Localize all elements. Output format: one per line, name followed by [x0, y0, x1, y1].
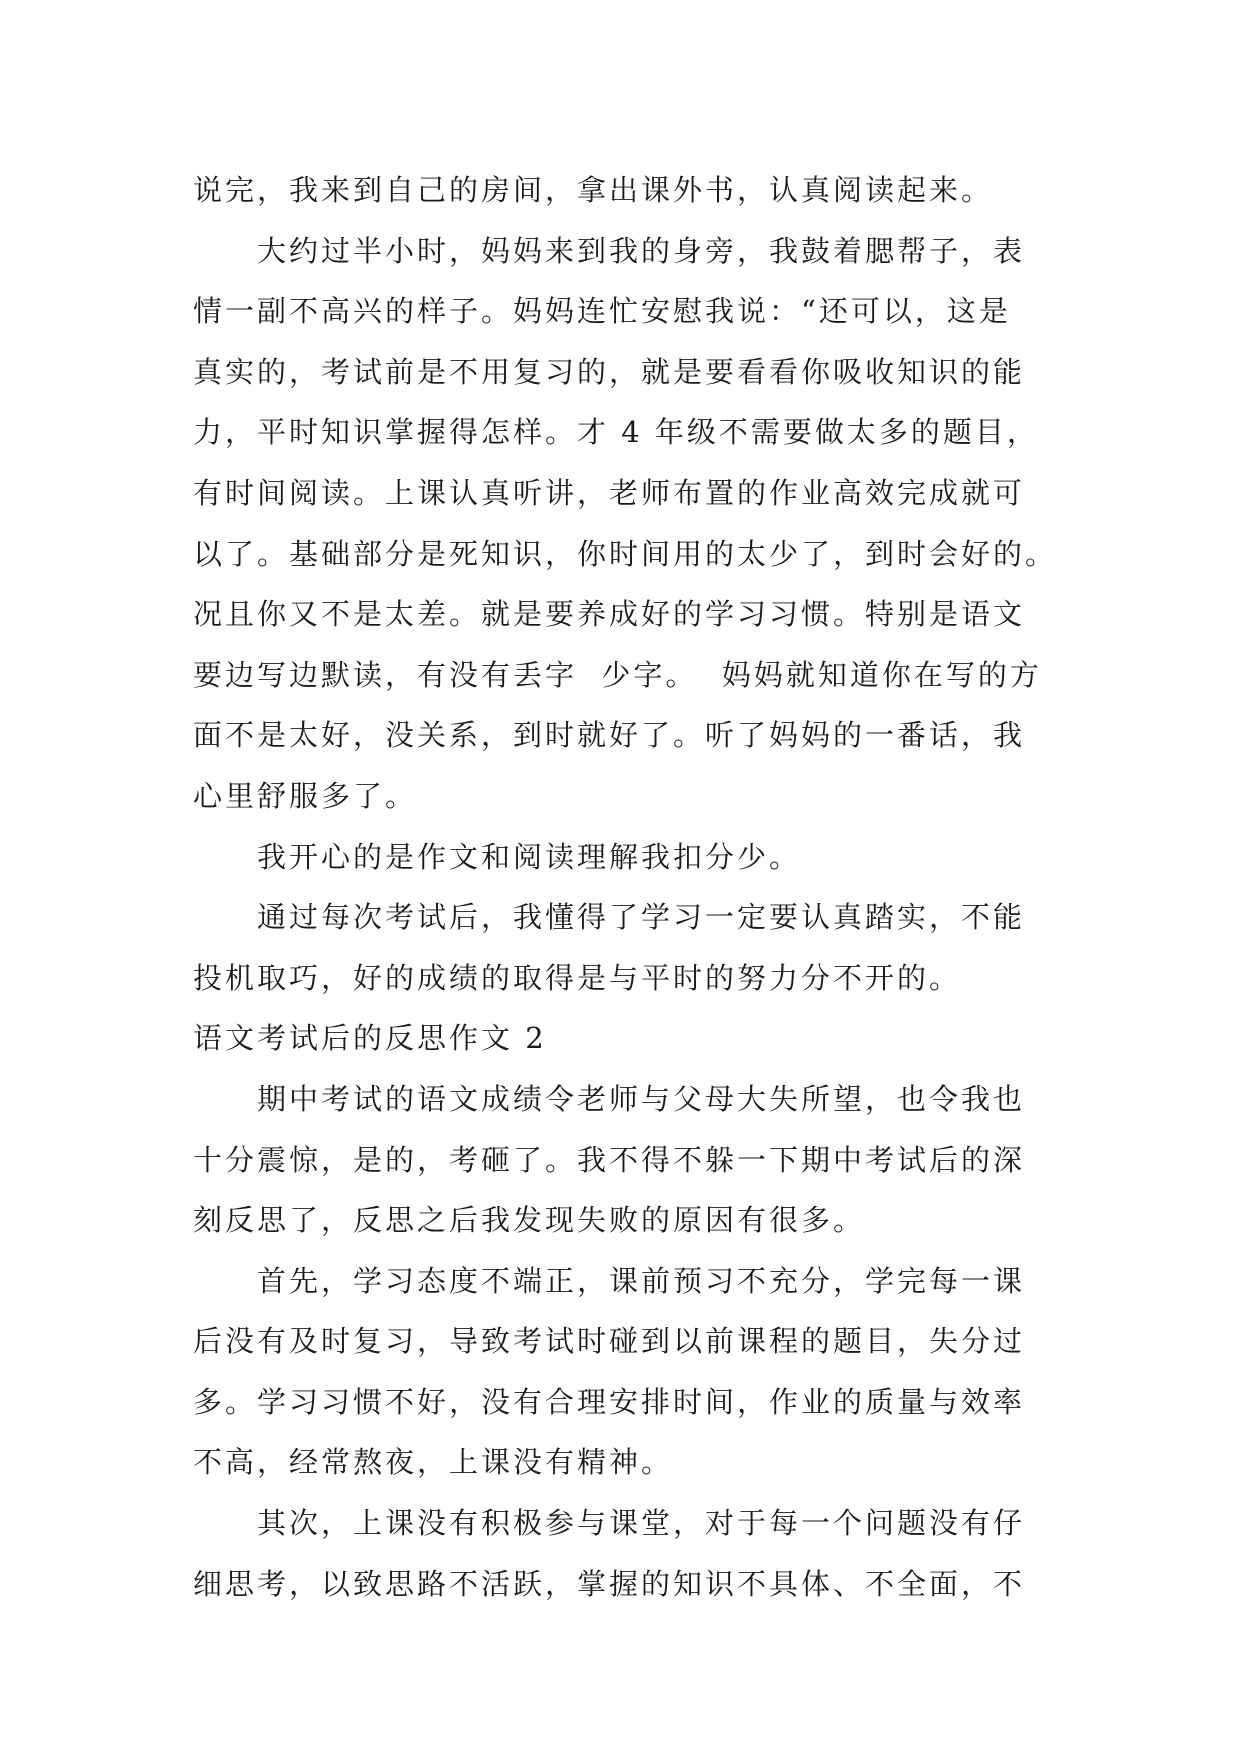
text-line: 以了。基础部分是死知识，你时间用的太少了，到时会好的。	[193, 536, 1058, 571]
text-line: 面不是太好，没关系，到时就好了。听了妈妈的一番话，我	[193, 718, 1026, 753]
text-line: 其次，上课没有积极参与课堂，对于每一个问题没有仔	[257, 1506, 1026, 1541]
text-line: 大约过半小时，妈妈来到我的身旁，我鼓着腮帮子，表	[257, 233, 1026, 268]
text-line: 通过每次考试后，我懂得了学习一定要认真踏实，不能	[257, 900, 1026, 935]
text-line: 刻反思了，反思之后我发现失败的原因有很多。	[193, 1203, 866, 1238]
text-line: 心里舒服多了。	[193, 778, 418, 813]
text-line: 说完，我来到自己的房间，拿出课外书，认真阅读起来。	[193, 173, 994, 207]
text-line: 细思考，以致思路不活跃，掌握的知识不具体、不全面，不	[193, 1566, 1026, 1601]
text-line: 首先，学习态度不端正，课前预习不充分，学完每一课	[257, 1263, 1026, 1298]
document-body	[193, 160, 1058, 1614]
text-line: 不高，经常熬夜，上课没有精神。	[193, 1445, 674, 1480]
text-line: 要边写边默读，有没有丢字 少字。 妈妈就知道你在写的方	[193, 657, 1042, 692]
text-line: 多。学习习惯不好，没有合理安排时间，作业的质量与效率	[193, 1384, 1026, 1419]
text-line: 十分震惊，是的，考砸了。我不得不躲一下期中考试后的深	[193, 1142, 1026, 1177]
text-line: 投机取巧，好的成绩的取得是与平时的努力分不开的。	[193, 960, 962, 995]
text-line: 期中考试的语文成绩令老师与父母大失所望，也令我也	[257, 1081, 1026, 1116]
section-title: 语文考试后的反思作文 2	[193, 1021, 547, 1056]
text-line: 情一副不高兴的样子。妈妈连忙安慰我说：“还可以，这是	[193, 294, 1011, 329]
text-line: 后没有及时复习，导致考试时碰到以前课程的题目，失分过	[193, 1324, 1026, 1359]
text-line: 况且你又不是太差。就是要养成好的学习习惯。特别是语文	[193, 597, 1026, 632]
text-line: 我开心的是作文和阅读理解我扣分少。	[257, 839, 802, 874]
text-line: 真实的，考试前是不用复习的，就是要看看你吸收知识的能	[193, 354, 1026, 389]
text-line: 有时间阅读。上课认真听讲，老师布置的作业高效完成就可	[193, 475, 1026, 510]
text-line: 力，平时知识掌握得怎样。才 4 年级不需要做太多的题目，	[193, 415, 1039, 450]
